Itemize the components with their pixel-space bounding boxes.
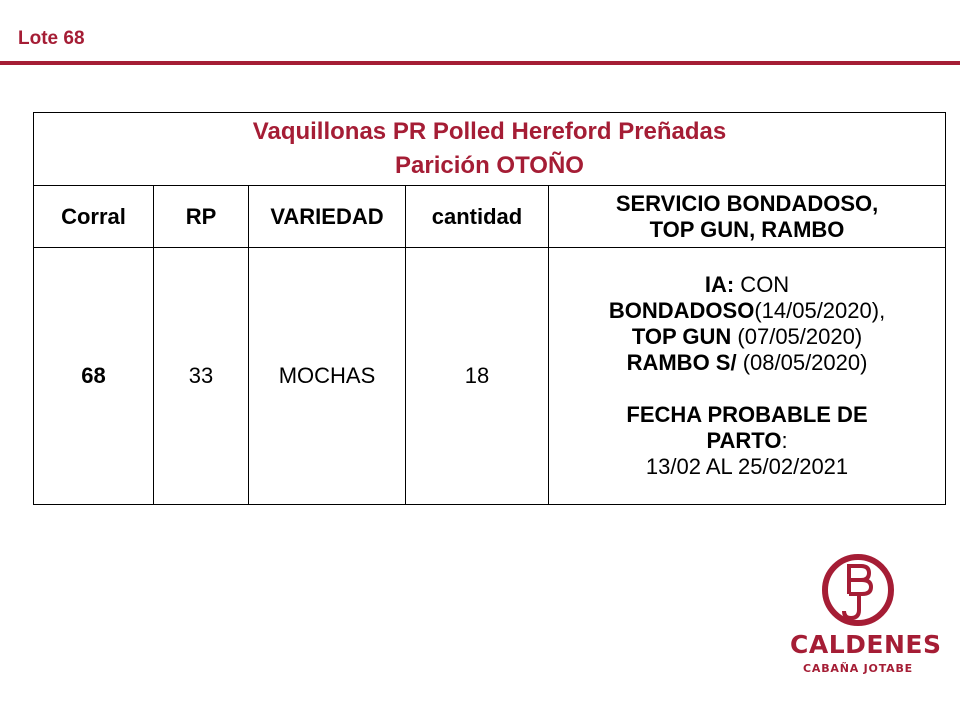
logo-subtitle: CABAÑA JOTABE — [803, 662, 913, 675]
table-title-line2: Parición OTOÑO — [395, 152, 584, 179]
ia-label: IA: — [704, 272, 735, 297]
bj-monogram-icon — [819, 554, 897, 626]
cell-variedad: MOCHAS — [249, 248, 406, 505]
fecha-label-line2-wrap — [551, 428, 943, 454]
col-cantidad: cantidad — [406, 186, 549, 248]
topgun-label: TOP GUN — [631, 324, 732, 349]
cell-cantidad: 18 — [406, 248, 549, 505]
title-divider — [0, 61, 960, 65]
lot-title: Lote 68 — [18, 28, 85, 49]
col-servicio-line2: TOP GUN, RAMBO — [649, 216, 845, 242]
cell-servicio — [549, 248, 946, 505]
lot-table — [33, 112, 946, 505]
fecha-label-line1: FECHA PROBABLE DE — [626, 402, 868, 427]
rambo-line — [551, 350, 943, 376]
logo-name: CALDENES — [790, 630, 942, 659]
col-servicio-line1: SERVICIO BONDADOSO, — [615, 190, 879, 216]
topgun-date: (07/05/2020) — [731, 324, 863, 349]
table-row — [34, 248, 946, 505]
col-corral: Corral — [34, 186, 154, 248]
col-servicio — [549, 186, 946, 248]
table-title-line1: Vaquillonas PR Polled Hereford Preñadas — [252, 118, 727, 145]
col-variedad: VARIEDAD — [249, 186, 406, 248]
table-title — [34, 113, 946, 186]
rambo-date: (08/05/2020) — [736, 350, 868, 375]
column-header-row — [34, 186, 946, 248]
ia-line — [551, 272, 943, 298]
bondadoso-line — [551, 298, 943, 324]
ia-text: CON — [734, 272, 790, 297]
bondadoso-label: BONDADOSO — [608, 298, 755, 323]
caldenes-logo — [790, 552, 942, 682]
col-rp: RP — [154, 186, 249, 248]
fecha-colon: : — [781, 428, 788, 453]
fecha-label-line2: PARTO — [706, 428, 782, 453]
rambo-label: RAMBO S/ — [626, 350, 737, 375]
cell-rp: 33 — [154, 248, 249, 505]
spacer — [551, 376, 943, 402]
bondadoso-date: (14/05/2020), — [754, 298, 886, 323]
fecha-range: 13/02 AL 25/02/2021 — [645, 454, 849, 479]
topgun-line — [551, 324, 943, 350]
cell-corral: 68 — [34, 248, 154, 505]
